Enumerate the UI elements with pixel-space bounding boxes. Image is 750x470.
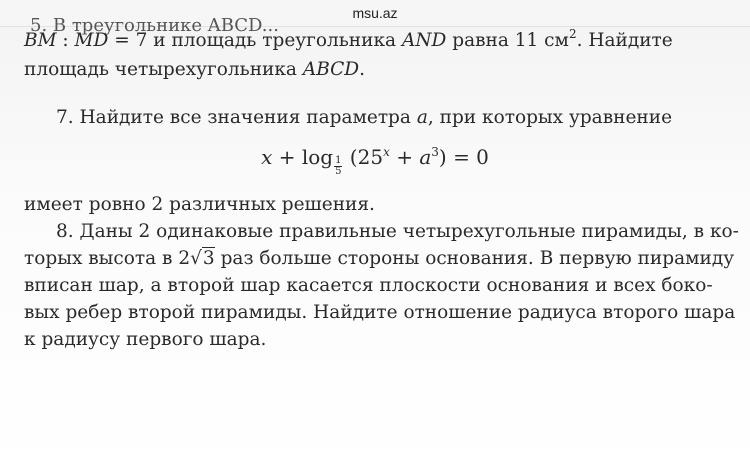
problem-8-line-3: вписан шар, а второй шар касается плоскости основания и всех боко- — [24, 275, 713, 296]
problem-8-line-2: торых высота в 2√3 раз больше стороны основания. В первую пирамиду — [24, 248, 735, 269]
problem-8-line-5: к радиусу первого шара. — [24, 329, 267, 350]
problem-8-line-4: вых ребер второй пирамиды. Найдите отношение радиуса второго шара — [24, 302, 736, 323]
problem-7-equation: x + log $\frac{1}{5}$ $(25^x + a^3) = 0$ — [261, 145, 489, 177]
problem-8-line-1: 8. Даны 2 одинаковые правильные четырехугольные пирамиды, в ко- — [56, 221, 739, 242]
cut-off-line: 5. В треугольнике ABCD... — [30, 15, 279, 36]
sqrt-icon: √ — [190, 248, 202, 269]
log-base-fraction: $\frac{1}{5}$ — [335, 155, 342, 177]
problem-6-line-1: BM : MD = 7 и площадь треугольника AND равна 11 $см^2$. Найдите — [24, 27, 673, 51]
problem-6-line-2: площадь четырехугольника ABCD. — [24, 59, 366, 80]
site-domain[interactable]: msu.az — [352, 5, 398, 21]
problem-7-line-1: 7. Найдите все значения параметра a, при которых уравнение — [56, 107, 673, 128]
document-page — [0, 15, 750, 470]
problem-7-line-2: имеет ровно 2 различных решения. — [24, 194, 375, 215]
